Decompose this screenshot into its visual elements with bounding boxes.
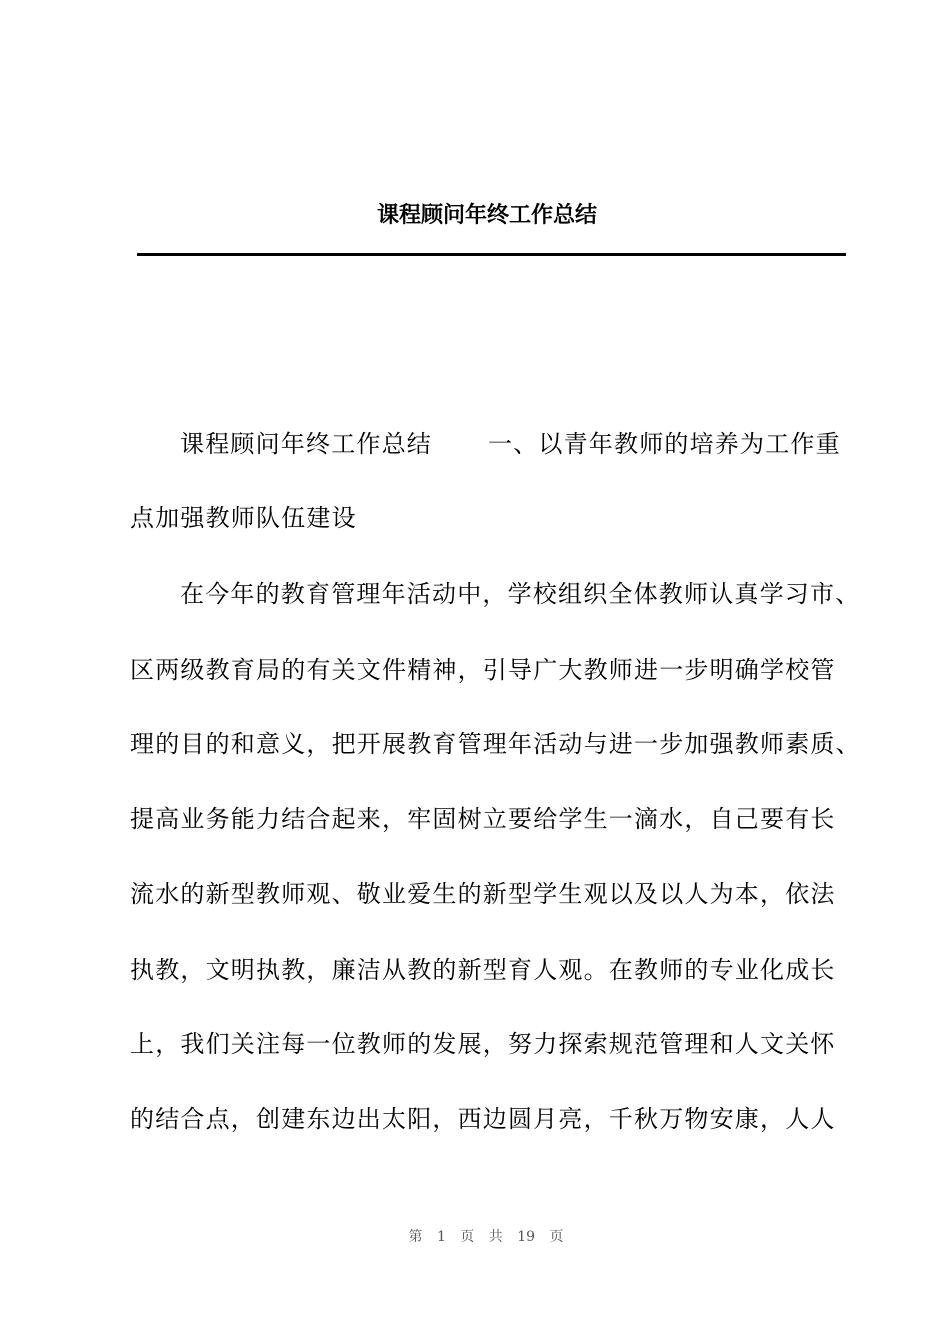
paragraph-line: 上，我们关注每一位教师的发展，努力探索规范管理和人文关怀 [130, 1030, 836, 1058]
paragraph-line: 的结合点，创建东边出太阳，西边圆月亮，千秋万物安康，人人 [130, 1105, 836, 1133]
paragraph-line: 流水的新型教师观、敬业爱生的新型学生观以及以人为本，依法 [130, 880, 836, 908]
paragraph-line: 提高业务能力结合起来，牢固树立要给学生一滴水，自己要有长 [130, 805, 836, 833]
paragraph-line [180, 424, 900, 464]
page-title: 课程顾问年终工作总结 [376, 203, 597, 228]
paragraph-line: 点加强教师队伍建设 [130, 504, 357, 532]
paragraph-line: 理的目的和意义，把开展教育管理年活动与进一步加强教师素质、 [130, 730, 861, 758]
title-underline [137, 253, 846, 256]
page-number-footer: 第 1 页 共 19 页 [408, 1229, 564, 1245]
heading-tail: 一、以青年教师的培养为工作重 [488, 430, 841, 458]
paragraph-line: 区两级教育局的有关文件精神，引导广大教师进一步明确学校管 [130, 656, 836, 684]
heading-lead: 课程顾问年终工作总结 [180, 430, 432, 458]
paragraph-line: 在今年的教育管理年活动中，学校组织全体教师认真学习市、 [180, 580, 861, 608]
paragraph-line: 执教，文明执教，廉洁从教的新型育人观。在教师的专业化成长 [130, 956, 836, 984]
